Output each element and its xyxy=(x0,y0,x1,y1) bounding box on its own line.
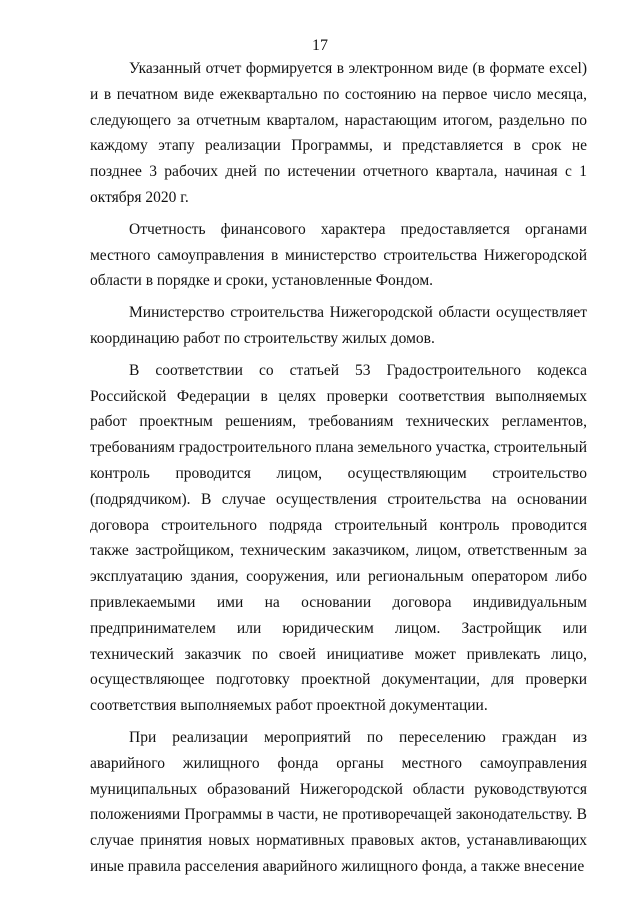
paragraph-resettlement: При реализации мероприятий по переселению граждан из аварийного жилищного фонда органы местного самоуправления муниципальных образований Нижегородской области руководствуются положениями Программы в части, не противоречащей законодательству. В случае принятия новых нормативных правовых актов, устанавливающих иные правила расселения аварийного жилищного фонда, а также внесение xyxy=(90,728,587,875)
paragraph-ministry-coordination: Министерство строительства Нижегородской области осуществляет координацию работ по строительству жилых домов. xyxy=(90,304,587,347)
paragraph-financial-reporting: Отчетность финансового характера предоставляется органами местного самоуправления в министерство строительства Нижегородской области в порядке и сроки, установленные Фондом. xyxy=(90,220,587,290)
document-body xyxy=(90,56,587,880)
page-number: 17 xyxy=(312,37,328,54)
paragraph-report-format: Указанный отчет формируется в электронном виде (в формате excel) и в печатном виде ежеквартально по состоянию на первое число месяца, следующего за отчетным кварталом, нарастающим итогом, раздельно по каждому этапу реализации Программы, и представляется в срок не позднее 3 рабочих дней по истечении отчетного квартала, начиная с 1 октября 2020 г. xyxy=(90,60,587,206)
paragraph-construction-control: В соответствии со статьей 53 Градостроительного кодекса Российской Федерации в целях проверки соответствия выполняемых работ проектным решениям, требованиям технических регламентов, требованиям градостроительного плана земельного участка, строительный контроль проводится лицом, осуществляющим строительство (подрядчиком). В случае осуществления строительства на основании договора строительного подряда строительный контроль проводится также застройщиком, техническим заказчиком, лицом, ответственным за эксплуатацию здания, сооружения, или региональным оператором либо привлекаемыми ими на основании договора индивидуальным предпринимателем или юридическим лицом. Застройщик или технический заказчик по своей инициативе может привлекать лицо, осуществляющее подготовку проектной документации, для проверки соответствия выполняемых работ проектной документации. xyxy=(90,361,587,715)
